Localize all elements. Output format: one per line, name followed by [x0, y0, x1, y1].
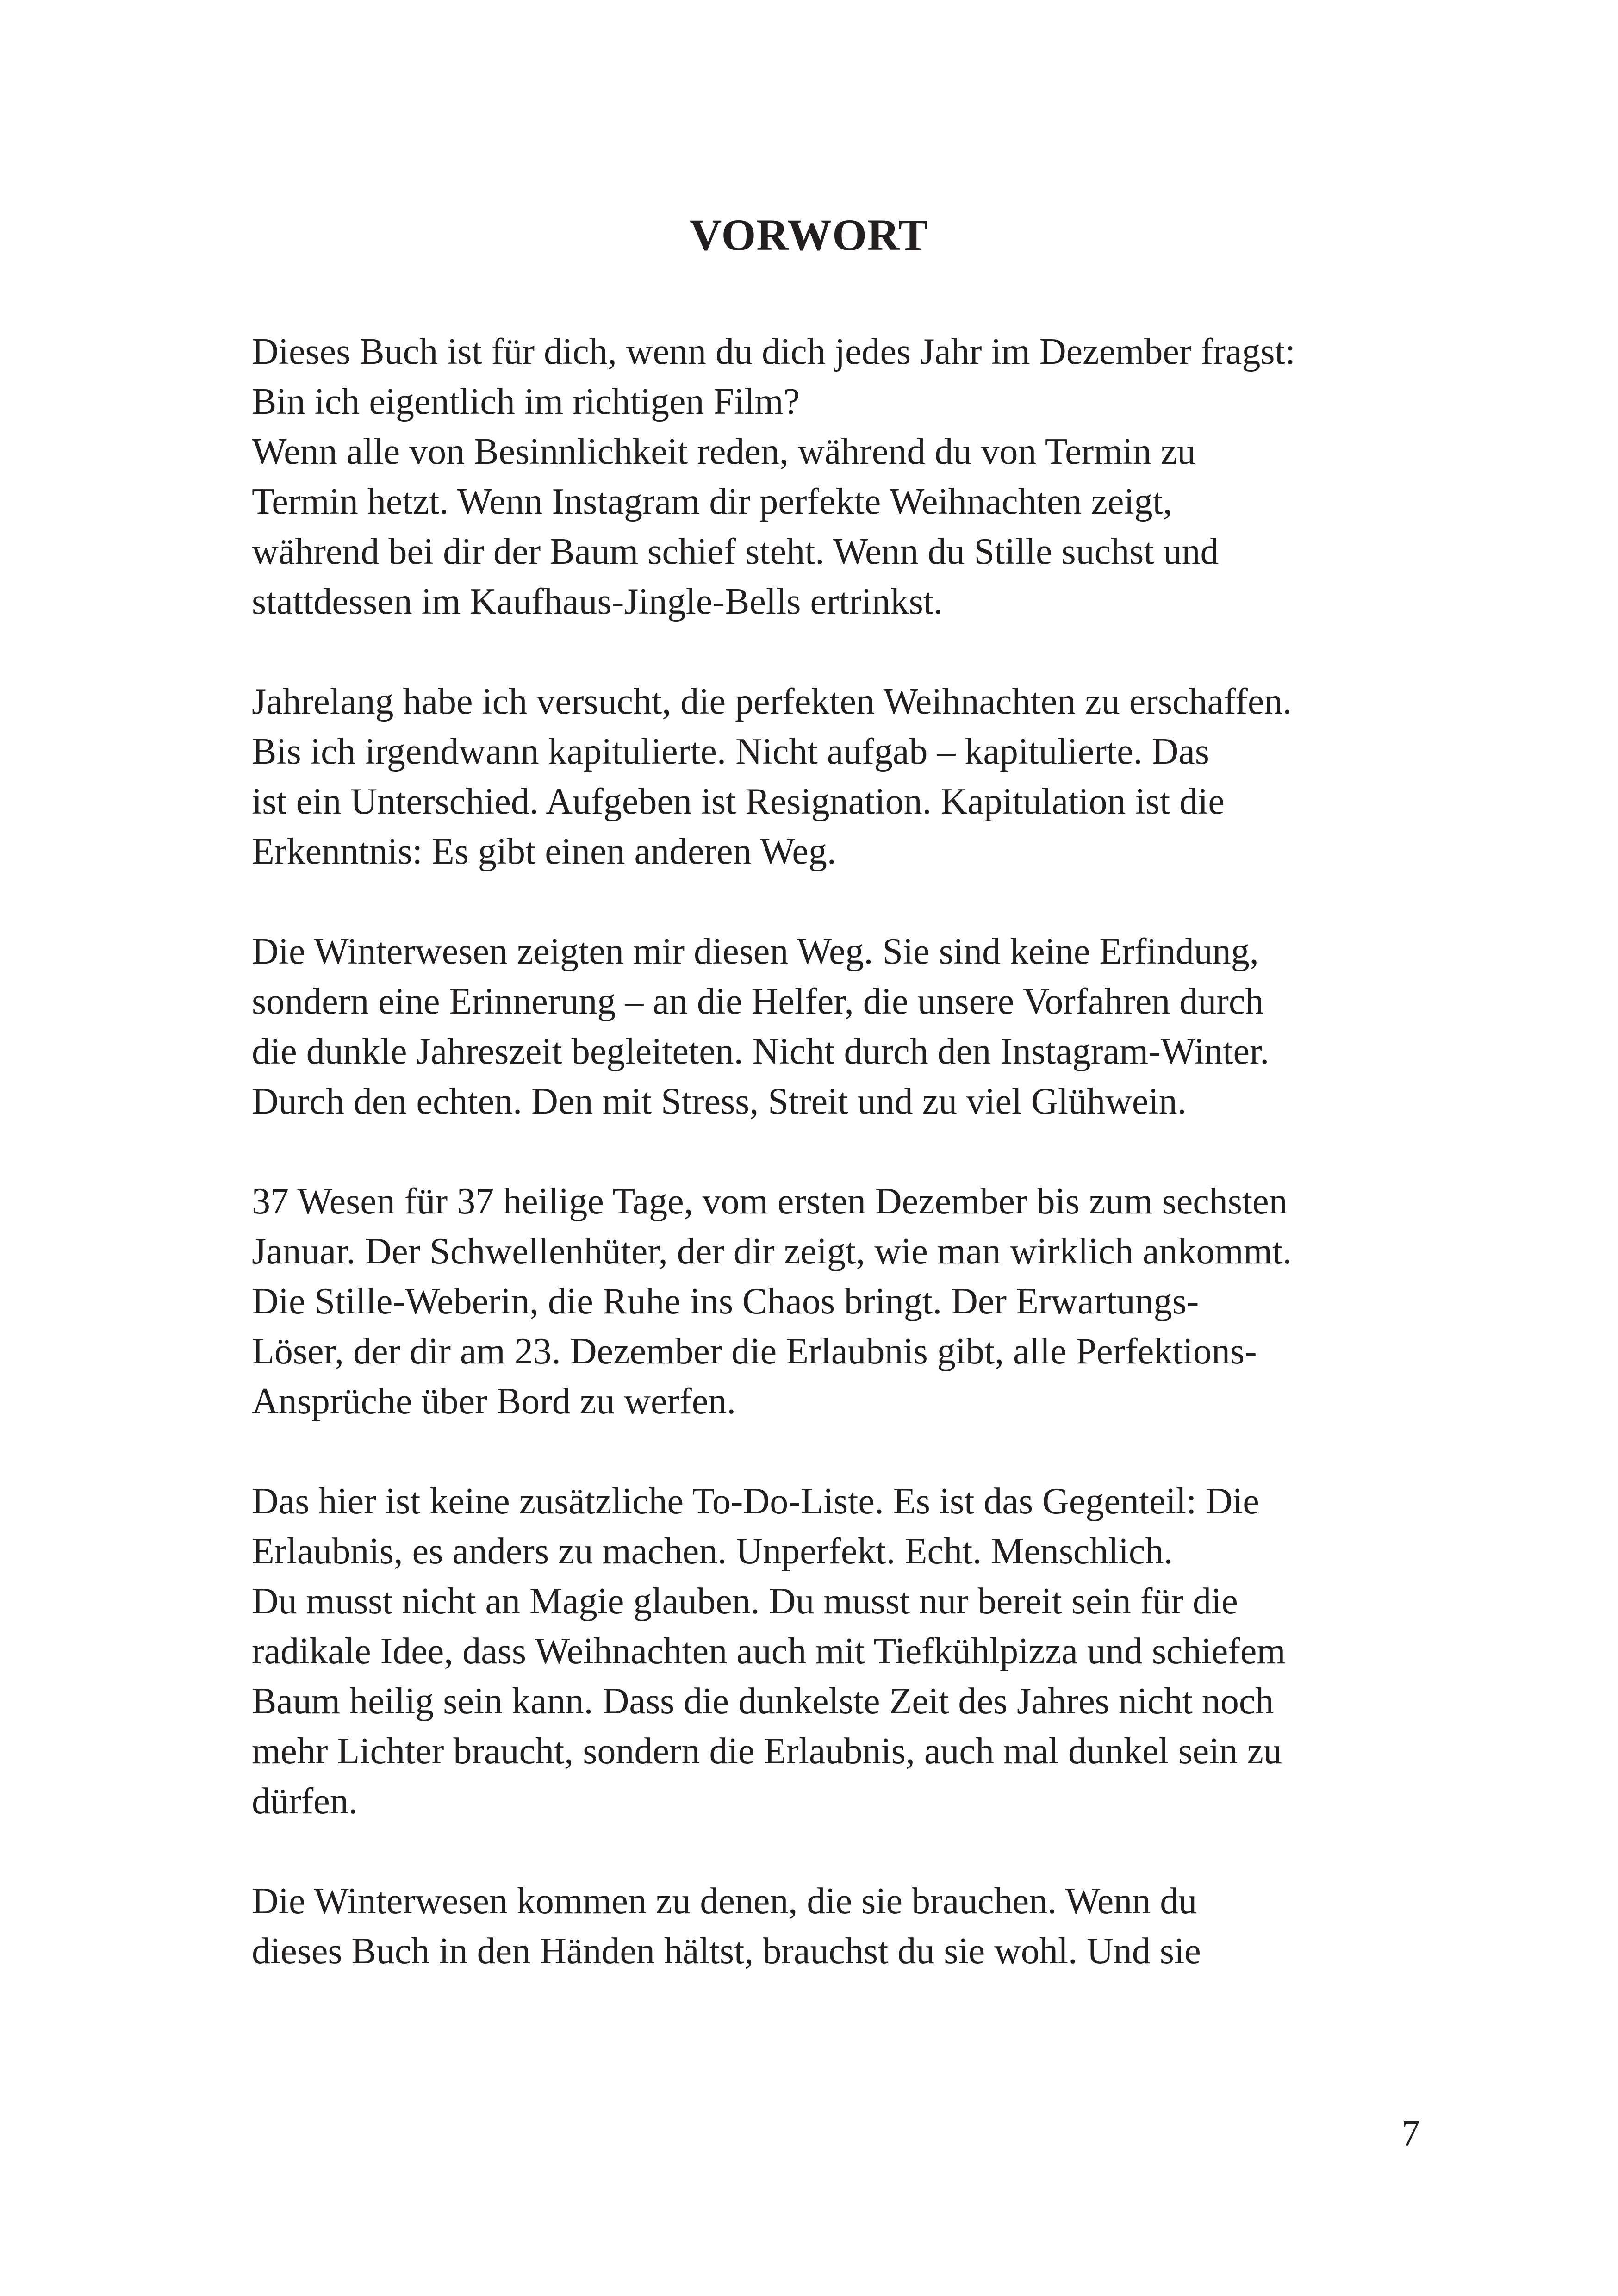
paragraph-gap — [252, 877, 1437, 927]
paragraph-gap — [252, 1426, 1437, 1476]
chapter-title: VORWORT — [690, 210, 928, 260]
text-line: Ansprüche über Bord zu werfen. — [252, 1381, 736, 1422]
text-line: stattdessen im Kaufhaus-Jingle-Bells ertrinkst. — [252, 581, 943, 622]
paragraph — [252, 327, 1437, 627]
text-line: während bei dir der Baum schief steht. Wenn du Stille suchst und — [252, 531, 1219, 572]
text-line: Bis ich irgendwann kapitulierte. Nicht aufgab – kapitulierte. Das — [252, 731, 1210, 772]
paragraph — [252, 677, 1437, 877]
body-text — [252, 327, 1437, 1976]
paragraph-gap — [252, 627, 1437, 677]
text-line: Das hier ist keine zusätzliche To-Do-Liste. Es ist das Gegenteil: Die — [252, 1481, 1259, 1522]
text-line: Dieses Buch ist für dich, wenn du dich jedes Jahr im Dezember fragst: — [252, 331, 1295, 372]
text-line: Löser, der dir am 23. Dezember die Erlaubnis gibt, alle Perfektions- — [252, 1331, 1257, 1372]
paragraph — [252, 1876, 1437, 1976]
text-line: Termin hetzt. Wenn Instagram dir perfekte Weihnachten zeigt, — [252, 481, 1172, 522]
text-line: Erlaubnis, es anders zu machen. Unperfekt. Echt. Menschlich. — [252, 1531, 1173, 1572]
paragraph — [252, 1176, 1437, 1426]
page-number: 7 — [1401, 2113, 1420, 2154]
text-line: Januar. Der Schwellenhüter, der dir zeigt, wie man wirklich ankommt. — [252, 1231, 1292, 1272]
text-line: Du musst nicht an Magie glauben. Du musst nur bereit sein für die — [252, 1581, 1238, 1622]
paragraph — [252, 927, 1437, 1126]
paragraph-gap — [252, 1126, 1437, 1176]
text-line: Jahrelang habe ich versucht, die perfekten Weihnachten zu erschaffen. — [252, 681, 1292, 722]
text-line: Baum heilig sein kann. Dass die dunkelste Zeit des Jahres nicht noch — [252, 1681, 1274, 1722]
paragraph — [252, 1476, 1437, 1826]
text-line: radikale Idee, dass Weihnachten auch mit Tiefkühlpizza und schiefem — [252, 1631, 1286, 1672]
text-line: Durch den echten. Den mit Stress, Streit und zu viel Glühwein. — [252, 1081, 1187, 1122]
text-line: mehr Lichter braucht, sondern die Erlaubnis, auch mal dunkel sein zu — [252, 1731, 1282, 1772]
paragraph-gap — [252, 1826, 1437, 1876]
text-line: Bin ich eigentlich im richtigen Film? — [252, 381, 800, 422]
text-line: dürfen. — [252, 1781, 358, 1822]
text-line: Die Winterwesen kommen zu denen, die sie brauchen. Wenn du — [252, 1881, 1197, 1922]
text-line: Die Stille-Weberin, die Ruhe ins Chaos bringt. Der Erwartungs- — [252, 1281, 1199, 1322]
text-line: ist ein Unterschied. Aufgeben ist Resignation. Kapitulation ist die — [252, 781, 1225, 822]
text-line: Wenn alle von Besinnlichkeit reden, während du von Termin zu — [252, 431, 1196, 472]
text-line: die dunkle Jahreszeit begleiteten. Nicht durch den Instagram-Winter. — [252, 1031, 1270, 1072]
text-line: 37 Wesen für 37 heilige Tage, vom ersten Dezember bis zum sechsten — [252, 1181, 1288, 1222]
text-line: Erkenntnis: Es gibt einen anderen Weg. — [252, 831, 836, 872]
text-line: Die Winterwesen zeigten mir diesen Weg. Sie sind keine Erfindung, — [252, 931, 1259, 972]
text-line: dieses Buch in den Händen hältst, brauchst du sie wohl. Und sie — [252, 1931, 1201, 1972]
text-line: sondern eine Erinnerung – an die Helfer, die unsere Vorfahren durch — [252, 981, 1264, 1022]
